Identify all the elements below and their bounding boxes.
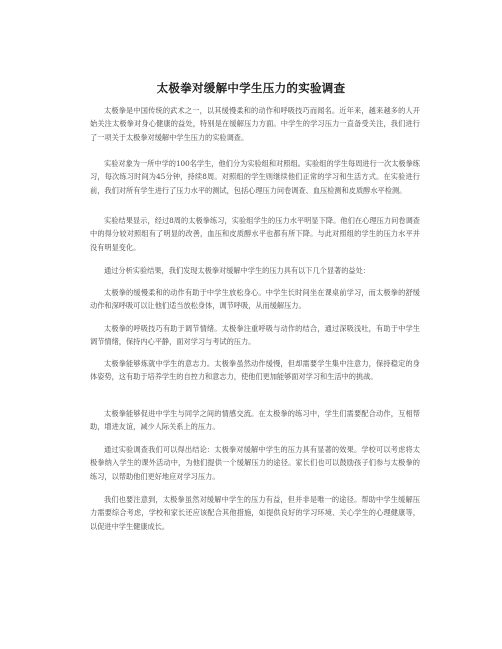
paragraph-intro: 太极拳是中国传统的武术之一，以其缓慢柔和的动作和呼吸技巧而闻名。近年来，越来越多的人开始关注太极拳对身心健康的益处，特别是在缓解压力方面。中学生的学习压力一直备受关注，我们进行了一项关于太极拳对缓解中学生压力的实验调查。 (90, 106, 420, 142)
paragraph-note: 我们也要注意到，太极拳虽然对缓解中学生的压力有益，但并非是唯一的途径。帮助中学生缓解压力需要综合考虑，学校和家长还应该配合其他措施，如提供良好的学习环境、关心学生的心理健康等，以促进中学生健康成长。 (90, 495, 420, 531)
paragraph-benefit-breathing: 太极拳的呼吸技巧有助于调节情绪。太极拳注重呼吸与动作的结合，通过深吸浅吐，有助于中学生调节情绪，保持内心平静，面对学习与考试的压力。 (90, 324, 420, 347)
paragraph-results: 实验结果显示，经过8周的太极拳练习，实验组学生的压力水平明显下降。他们在心理压力问卷调查中的得分较对照组有了明显的改善，血压和皮质醇水平也都有所下降。与此对照组的学生的压力水平并没有明显变化。 (90, 216, 420, 252)
paragraph-benefit-social: 太极拳能够促进中学生与同学之间的情感交流。在太极拳的练习中，学生们需要配合动作，互相帮助，增进友谊，减少人际关系上的压力。 (90, 409, 420, 432)
paragraph-conclusion: 通过实验调查我们可以得出结论：太极拳对缓解中学生的压力具有显著的效果。学校可以考虑将太极拳纳入学生的课外活动中，为他们提供一个缓解压力的途径。家长们也可以鼓励孩子们参与太极拳的练习，以帮助他们更好地应对学习压力。 (90, 445, 420, 481)
paragraph-analysis-intro: 通过分析实验结果，我们发现太极拳对缓解中学生的压力具有以下几个显著的益处： (104, 266, 370, 275)
paragraph-benefit-relax: 太极拳的缓慢柔和的动作有助于中学生放松身心。中学生长时间坐在课桌前学习，而太极拳的舒缓动作和深呼吸可以让他们适当放松身体，调节呼吸，从而缓解压力。 (90, 288, 420, 311)
document-title: 太极拳对缓解中学生压力的实验调查 (156, 81, 346, 95)
paragraph-method: 实验对象为一所中学的100名学生，他们分为实验组和对照组。实验组的学生每周进行一次太极拳练习，每次练习时间为45分钟，持续8周。对照组的学生则继续他们正常的学习和生活方式。在实验进行前，我们对所有学生进行了压力水平的测试，包括心理压力问卷调查、血压检测和皮质醇水平检测。 (90, 159, 420, 195)
paragraph-benefit-willpower: 太极拳能够炼就中学生的意志力。太极拳虽然动作缓慢，但却需要学生集中注意力，保持稳定的身体姿势，这有助于培养学生的自控力和意志力，使他们更加能够面对学习和生活中的挑战。 (90, 359, 420, 382)
